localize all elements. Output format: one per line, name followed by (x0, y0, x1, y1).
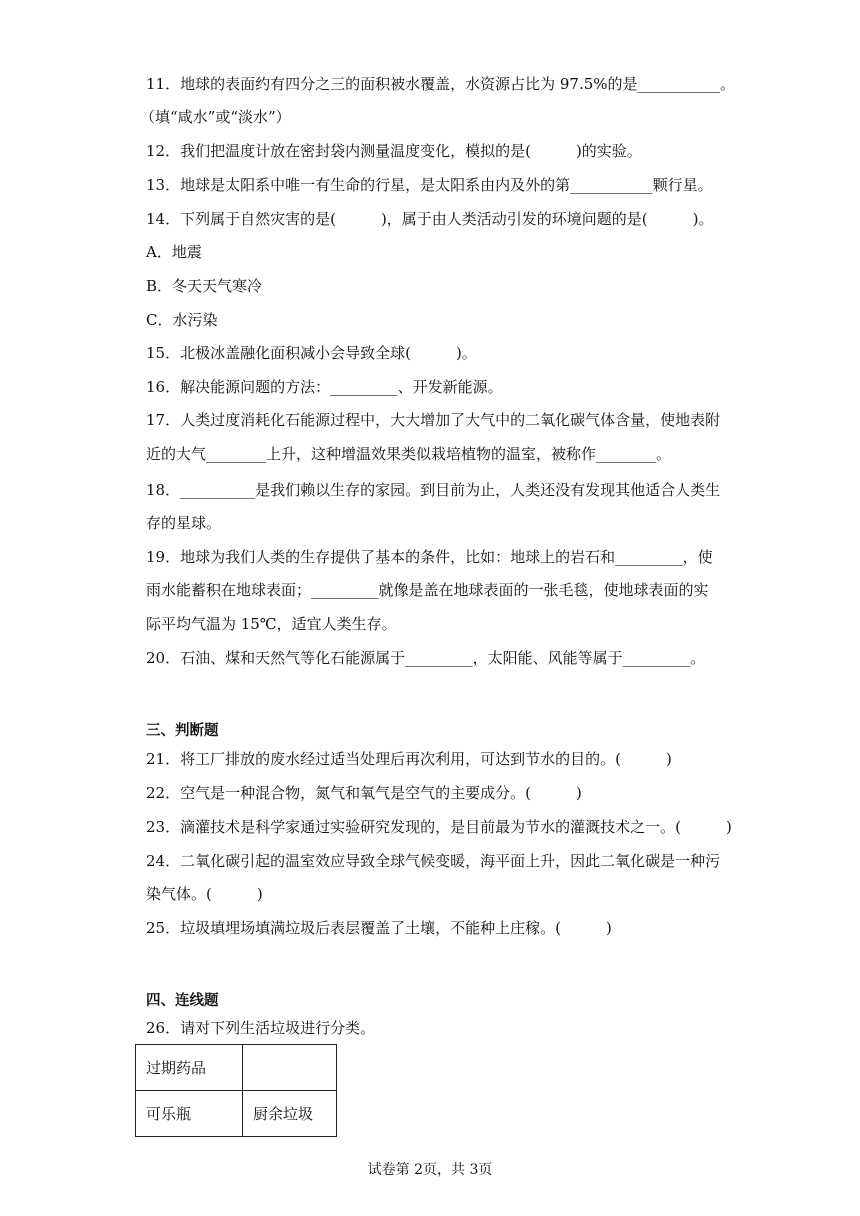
question-18-line-1: 18．__________是我们赖以生存的家园。到目前为止，人类还没有发现其他适合人类生 (146, 481, 721, 499)
question-16: 16．解决能源问题的方法：_________、开发新能源。 (146, 378, 503, 396)
question-14-stem: 14．下列属于自然灾害的是( )，属于由人类活动引发的环境问题的是( )。 (146, 210, 714, 228)
question-25: 25．垃圾填埋场填满垃圾后表层覆盖了土壤，不能种上庄稼。( ) (146, 919, 612, 937)
table-cell: 厨余垃圾 (243, 1091, 337, 1137)
table-cell (243, 1045, 337, 1091)
question-14-option-a: A．地震 (146, 243, 202, 261)
question-15: 15．北极冰盖融化面积减小会导致全球( )。 (146, 344, 477, 362)
question-22: 22．空气是一种混合物，氮气和氧气是空气的主要成分。( ) (146, 784, 582, 802)
question-17-line-2: 近的大气________上升，这种增温效果类似栽培植物的温室，被称作________。 (146, 445, 672, 463)
question-26: 26．请对下列生活垃圾进行分类。 (146, 1019, 376, 1037)
table-cell: 可乐瓶 (136, 1091, 243, 1137)
table-cell: 过期药品 (136, 1045, 243, 1091)
question-24-line-1: 24．二氧化碳引起的温室效应导致全球气候变暖，海平面上升，因此二氧化碳是一种污 (146, 852, 721, 870)
question-19-line-3: 际平均气温为 15℃，适宜人类生存。 (146, 615, 397, 633)
question-13: 13．地球是太阳系中唯一有生命的行星，是太阳系由内及外的第___________颗行星。 (146, 176, 713, 194)
question-12: 12．我们把温度计放在密封袋内测量温度变化，模拟的是( )的实验。 (146, 142, 642, 160)
question-23: 23．滴灌技术是科学家通过实验研究发现的，是目前最为节水的灌溉技术之一。( ) (146, 818, 732, 836)
question-20: 20．石油、煤和天然气等化石能源属于_________，太阳能、风能等属于_________。 (146, 649, 706, 667)
question-14-option-b: B．冬天天气寒冷 (146, 277, 263, 295)
question-11-line-1: 11．地球的表面约有四分之三的面积被水覆盖，水资源占比为 97.5%的是___________。 (146, 75, 736, 93)
question-17-line-1: 17．人类过度消耗化石能源过程中，大大增加了大气中的二氧化碳气体含量，使地表附 (146, 411, 721, 429)
question-21: 21．将工厂排放的废水经过适当处理后再次利用，可达到节水的目的。( ) (146, 750, 672, 768)
table-row (136, 1091, 337, 1137)
section-4-title: 四、连线题 (146, 993, 219, 1009)
question-18-line-2: 存的星球。 (146, 514, 222, 532)
question-11-line-2: （填“咸水”或“淡水”） (140, 108, 291, 126)
question-19-line-1: 19．地球为我们人类的生存提供了基本的条件，比如：地球上的岩石和_________，使 (146, 548, 713, 566)
question-19-line-2: 雨水能蓄积在地球表面；_________就像是盖在地球表面的一张毛毯，使地球表面的实 (146, 581, 709, 599)
page-footer: 试卷第 2页，共 3页 (367, 1162, 493, 1178)
garbage-sort-table (135, 1044, 337, 1137)
question-14-option-c: C．水污染 (146, 311, 218, 329)
table-row (136, 1045, 337, 1091)
question-24-line-2: 染气体。( ) (146, 885, 263, 903)
section-3-title: 三、判断题 (146, 723, 219, 739)
